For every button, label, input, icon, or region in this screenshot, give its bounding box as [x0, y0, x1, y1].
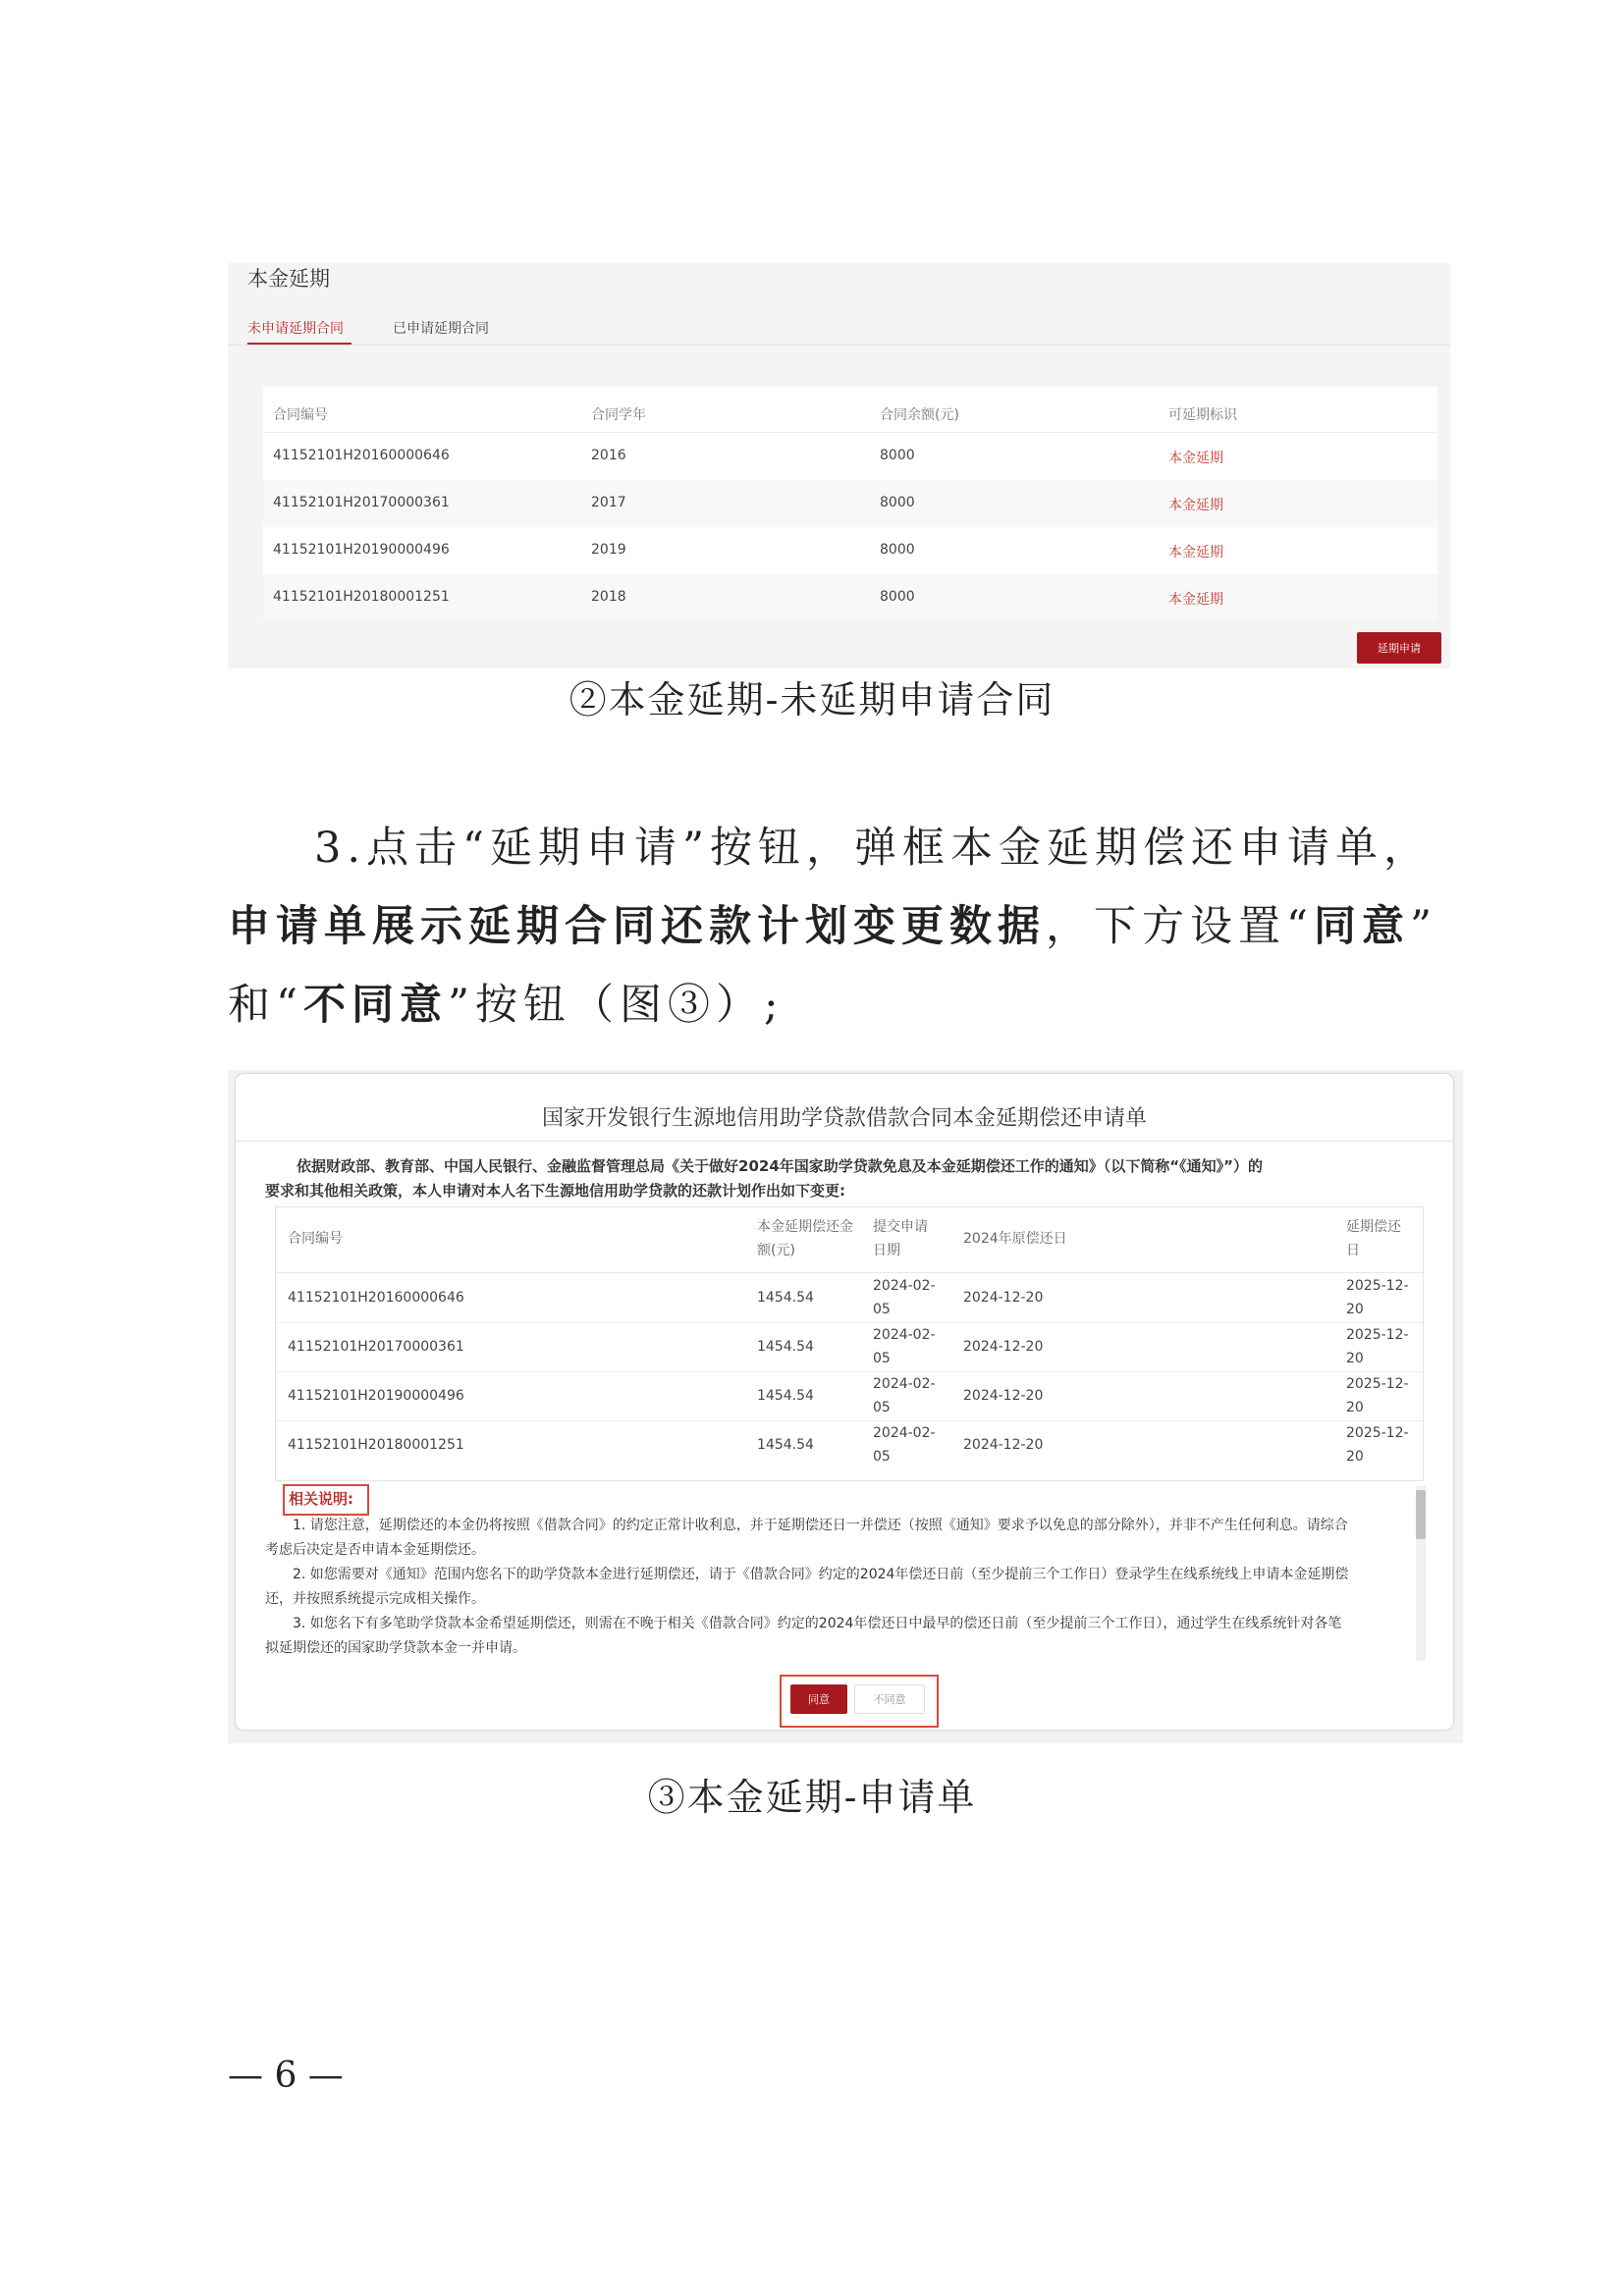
cell-submit-date-line1: 2024-02- — [873, 1278, 936, 1294]
col-header-submit-date-line2: 日期 — [873, 1243, 900, 1258]
cell-submit-date — [873, 1323, 936, 1370]
cell-deferred-due-line2: 20 — [1346, 1351, 1364, 1366]
tab-unapplied-contracts[interactable]: 未申请延期合同 — [247, 321, 344, 337]
page-number: — 6 — — [228, 2056, 344, 2096]
cell-year: 2019 — [591, 542, 626, 558]
cell-deferred-due — [1346, 1274, 1409, 1321]
col-header-contract-id: 合同编号 — [273, 407, 328, 423]
cell-year: 2017 — [591, 495, 626, 510]
deferral-plan-table — [275, 1206, 1424, 1481]
application-dialog — [236, 1074, 1453, 1730]
table-row — [276, 1420, 1423, 1469]
figure3-caption: ③本金延期-申请单 — [647, 1776, 977, 1819]
tab-applied-contracts[interactable]: 已申请延期合同 — [393, 321, 489, 337]
note-2-line-1: 2. 如您需要对《通知》范围内您名下的助学贷款本金进行延期偿还，请于《借款合同》约定的2024年偿还日前（至少提前三个工作日）登录学生在线系统线上申请本金延期偿 — [293, 1567, 1349, 1582]
table-row[interactable] — [263, 527, 1437, 574]
cell-submit-date-line2: 05 — [873, 1351, 891, 1366]
cell-contract-id: 41152101H20160000646 — [288, 1290, 464, 1306]
cell-deferred-due — [1346, 1372, 1409, 1419]
cell-deferral-flag: 本金延期 — [1168, 545, 1223, 561]
figure2-caption: ②本金延期-未延期申请合同 — [568, 678, 1056, 721]
notes-title: 相关说明: — [289, 1490, 353, 1508]
screenshot-deferral-application-form — [228, 1070, 1463, 1743]
agree-button[interactable]: 同意 — [790, 1684, 847, 1714]
notes-scrollbar-thumb[interactable] — [1416, 1490, 1426, 1539]
cell-amount: 1454.54 — [757, 1339, 814, 1355]
col-header-submit-date-line1: 提交申请 — [873, 1219, 928, 1235]
note-3-line-2: 拟延期偿还的国家助学贷款本金一并申请。 — [265, 1640, 526, 1656]
cell-deferred-due-line2: 20 — [1346, 1449, 1364, 1465]
body-line-2-bold2: 同意 — [1313, 902, 1410, 951]
cell-deferred-due-line1: 2025-12- — [1346, 1327, 1409, 1343]
notes-text — [265, 1514, 1428, 1661]
note-2-line-2: 还，并按照系统提示完成相关操作。 — [265, 1591, 485, 1607]
cell-balance: 8000 — [880, 448, 915, 463]
cell-original-due: 2024-12-20 — [963, 1437, 1044, 1453]
col-header-submit-date — [873, 1215, 928, 1262]
tab-divider — [228, 345, 1450, 346]
cell-contract-id: 41152101H20190000496 — [273, 542, 450, 558]
body-line-1: 3.点击“延期申请”按钮，弹框本金延期偿还申请单， — [314, 824, 1432, 873]
disagree-button[interactable]: 不同意 — [854, 1684, 925, 1714]
cell-submit-date-line1: 2024-02- — [873, 1425, 936, 1441]
cell-contract-id: 41152101H20170000361 — [273, 495, 450, 510]
body-line-2-bold: 申请单展示延期合同还款计划变更数据 — [228, 902, 1046, 951]
cell-contract-id: 41152101H20160000646 — [273, 448, 450, 463]
cell-year: 2016 — [591, 448, 626, 463]
intro-line-2: 要求和其他相关政策，本人申请对本人名下生源地信用助学贷款的还款计划作出如下变更: — [265, 1182, 846, 1200]
cell-submit-date-line1: 2024-02- — [873, 1376, 936, 1392]
table-row — [276, 1371, 1423, 1421]
cell-original-due: 2024-12-20 — [963, 1388, 1044, 1404]
cell-balance: 8000 — [880, 542, 915, 558]
col-header-contract-year: 合同学年 — [591, 407, 646, 423]
cell-deferral-flag: 本金延期 — [1168, 592, 1223, 608]
cell-submit-date-line2: 05 — [873, 1302, 891, 1317]
table-row[interactable] — [263, 480, 1437, 527]
cell-balance: 8000 — [880, 589, 915, 605]
cell-deferred-due — [1346, 1323, 1409, 1370]
cell-contract-id: 41152101H20190000496 — [288, 1388, 464, 1404]
table-row[interactable] — [263, 433, 1437, 480]
intro-line-1: 依据财政部、教育部、中国人民银行、金融监督管理总局《关于做好2024年国家助学贷款免息及本金延期偿还工作的通知》（以下简称“《通知》”）的 — [297, 1157, 1263, 1175]
contracts-table — [263, 387, 1437, 620]
cell-balance: 8000 — [880, 495, 915, 510]
cell-amount: 1454.54 — [757, 1290, 814, 1306]
col-header-deferral-amount-line2: 额(元) — [757, 1243, 795, 1258]
cell-deferred-due-line2: 20 — [1346, 1400, 1364, 1415]
page-title: 本金延期 — [247, 267, 330, 291]
cell-submit-date — [873, 1372, 936, 1419]
col-header-deferral-amount-line1: 本金延期偿还金 — [757, 1219, 853, 1235]
col-header-deferred-due — [1346, 1215, 1401, 1262]
cell-deferred-due-line1: 2025-12- — [1346, 1376, 1409, 1392]
body-line-2-end: ” — [1409, 902, 1437, 951]
table-row — [276, 1273, 1423, 1323]
apply-deferral-button[interactable]: 延期申请 — [1357, 632, 1441, 664]
cell-amount: 1454.54 — [757, 1388, 814, 1404]
cell-deferred-due-line1: 2025-12- — [1346, 1278, 1409, 1294]
dialog-title-divider — [236, 1141, 1453, 1142]
col-header-deferred-due-line1: 延期偿还 — [1346, 1219, 1401, 1235]
note-3-line-1: 3. 如您名下有多笔助学贷款本金希望延期偿还，则需在不晚于相关《借款合同》约定的2024年偿还日中最早的偿还日前（至少提前三个工作日），通过学生在线系统针对各笔 — [293, 1616, 1342, 1631]
body-line-3-bold: 不同意 — [302, 981, 448, 1030]
col-header-deferral-amount — [757, 1215, 853, 1262]
screenshot-principal-deferral-list — [228, 263, 1450, 668]
cell-submit-date-line1: 2024-02- — [873, 1327, 936, 1343]
body-line-3-start: 和“ — [228, 981, 303, 1030]
cell-contract-id: 41152101H20180001251 — [288, 1437, 464, 1453]
cell-deferred-due-line1: 2025-12- — [1346, 1425, 1409, 1441]
table-row[interactable] — [263, 574, 1437, 621]
cell-submit-date-line2: 05 — [873, 1449, 891, 1465]
table-row — [276, 1322, 1423, 1372]
cell-amount: 1454.54 — [757, 1437, 814, 1453]
cell-deferred-due-line2: 20 — [1346, 1302, 1364, 1317]
col-header-deferred-due-line2: 日 — [1346, 1243, 1360, 1258]
body-line-2-rest: ，下方设置“ — [1046, 902, 1314, 951]
cell-original-due: 2024-12-20 — [963, 1290, 1044, 1306]
cell-contract-id: 41152101H20180001251 — [273, 589, 450, 605]
cell-year: 2018 — [591, 589, 626, 605]
col-header-original-due: 2024年原偿还日 — [963, 1231, 1067, 1247]
note-1-line-2: 考虑后决定是否申请本金延期偿还。 — [265, 1542, 485, 1558]
cell-submit-date — [873, 1274, 936, 1321]
dialog-title: 国家开发银行生源地信用助学贷款借款合同本金延期偿还申请单 — [541, 1106, 1147, 1131]
cell-deferred-due — [1346, 1421, 1409, 1468]
dialog-intro — [265, 1154, 1434, 1203]
col-header-balance: 合同余额(元) — [880, 407, 959, 423]
body-line-3-end: ”按钮（图③）; — [447, 981, 785, 1030]
cell-submit-date-line2: 05 — [873, 1400, 891, 1415]
col-header-deferral-flag: 可延期标识 — [1168, 407, 1237, 423]
cell-deferral-flag: 本金延期 — [1168, 498, 1223, 513]
body-line-2 — [228, 893, 1437, 953]
cell-contract-id: 41152101H20170000361 — [288, 1339, 464, 1355]
cell-original-due: 2024-12-20 — [963, 1339, 1044, 1355]
cell-submit-date — [873, 1421, 936, 1468]
body-line-3 — [228, 972, 784, 1032]
col-header-contract-id: 合同编号 — [288, 1231, 343, 1247]
note-1-line-1: 1. 请您注意，延期偿还的本金仍将按照《借款合同》的约定正常计收利息，并于延期偿还日一并偿还（按照《通知》要求予以免息的部分除外），并非不产生任何利息。请综合 — [293, 1518, 1348, 1533]
cell-deferral-flag: 本金延期 — [1168, 451, 1223, 466]
